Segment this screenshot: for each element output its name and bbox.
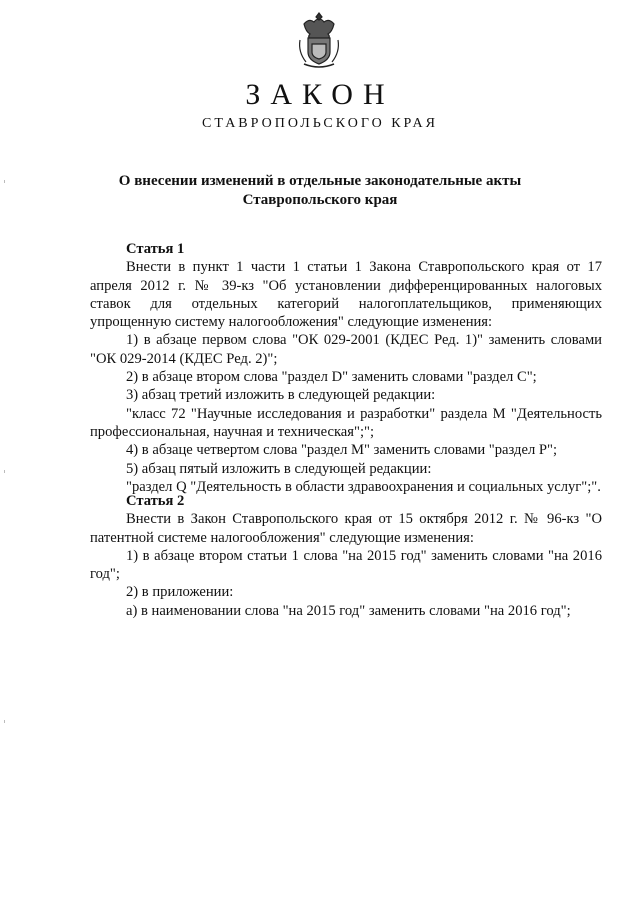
document-heading-line-2: Ставропольского края xyxy=(242,192,398,208)
article-paragraph: 4) в абзаце четвертом слова "раздел М" заменить словами "раздел Р"; xyxy=(126,442,557,459)
scan-artifact xyxy=(4,180,5,183)
article-paragraph: Внести в пункт 1 части 1 статьи 1 Закона Ставропольского края от 17 апреля 2012 г. № 39-кз "Об установлении дифференцированных налоговых ставок для отдельных категорий налогоплательщиков, применяющих упрощенную систему налогообложения" следующие изменения: xyxy=(90,259,602,331)
article-title: Статья 1 xyxy=(126,241,185,257)
article-paragraph: 1) в абзаце первом слова "ОК 029-2001 (КДЕС Ред. 1)" заменить словами "ОК 029-2014 (КДЕС Ред. 2)"; xyxy=(90,332,602,367)
article-paragraph: 2) в приложении: xyxy=(126,584,234,601)
scan-artifact xyxy=(4,720,5,723)
article-paragraph: 1) в абзаце втором статьи 1 слова "на 2015 год" заменить словами "на 2016 год"; xyxy=(90,547,602,583)
article-paragraph: Внести в Закон Ставропольского края от 15 октября 2012 г. № 96-кз "О патентной системе налогообложения" следующие изменения: xyxy=(90,511,602,546)
article-paragraph: 2) в абзаце втором слова "раздел D" заменить словами "раздел С"; xyxy=(126,369,537,386)
scan-artifact xyxy=(4,470,5,473)
coat-of-arms-icon xyxy=(296,10,342,70)
article-1 xyxy=(90,240,602,496)
article-paragraph: 3) абзац третий изложить в следующей редакции: xyxy=(126,387,436,404)
article-paragraph: а) в наименовании слова "на 2015 год" заменить словами "на 2016 год"; xyxy=(126,602,571,619)
law-subtitle: СТАВРОПОЛЬСКОГО КРАЯ xyxy=(202,116,438,131)
article-paragraph: 5) абзац пятый изложить в следующей редакции: xyxy=(126,460,432,477)
document-heading xyxy=(100,172,540,210)
document-heading-line-1: О внесении изменений в отдельные законодательные акты xyxy=(118,173,522,189)
article-title: Статья 2 xyxy=(126,493,185,509)
article-paragraph: "раздел Q "Деятельность в области здравоохранения и социальных услуг";". xyxy=(126,478,601,495)
law-title: ЗАКОН xyxy=(245,78,395,111)
article-paragraph: "класс 72 "Научные исследования и разработки" раздела М "Деятельность профессиональная, научная и техническая";"; xyxy=(90,405,602,440)
article-2 xyxy=(90,492,602,620)
